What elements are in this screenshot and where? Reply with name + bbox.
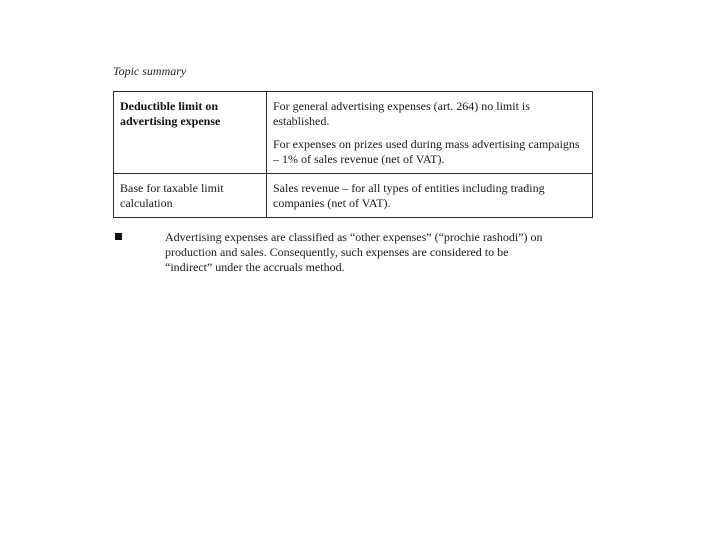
- row-paragraph: Sales revenue – for all types of entities including trading companies (net of VAT).: [273, 181, 545, 210]
- row-label: Deductible limit on advertising expense: [114, 92, 267, 174]
- bullet-text: Advertising expenses are classified as “other expenses” (“prochie rashodi”) on production and sales. Consequently, such expenses are considered to be “indirect” under the accruals method.: [165, 230, 543, 274]
- square-bullet-icon: [115, 233, 122, 240]
- bullet-item: [113, 230, 593, 275]
- table-row: [114, 174, 593, 218]
- row-content: [267, 174, 593, 218]
- row-paragraph: For general advertising expenses (art. 264) no limit is established.: [273, 99, 530, 128]
- row-paragraph: For expenses on prizes used during mass advertising campaigns – 1% of sales revenue (net of VAT).: [273, 137, 580, 166]
- summary-table: [113, 91, 593, 218]
- row-content: [267, 92, 593, 174]
- table-row: [114, 92, 593, 174]
- row-label: Base for taxable limit calculation: [114, 174, 267, 218]
- topic-summary-heading: Topic summary: [113, 64, 187, 78]
